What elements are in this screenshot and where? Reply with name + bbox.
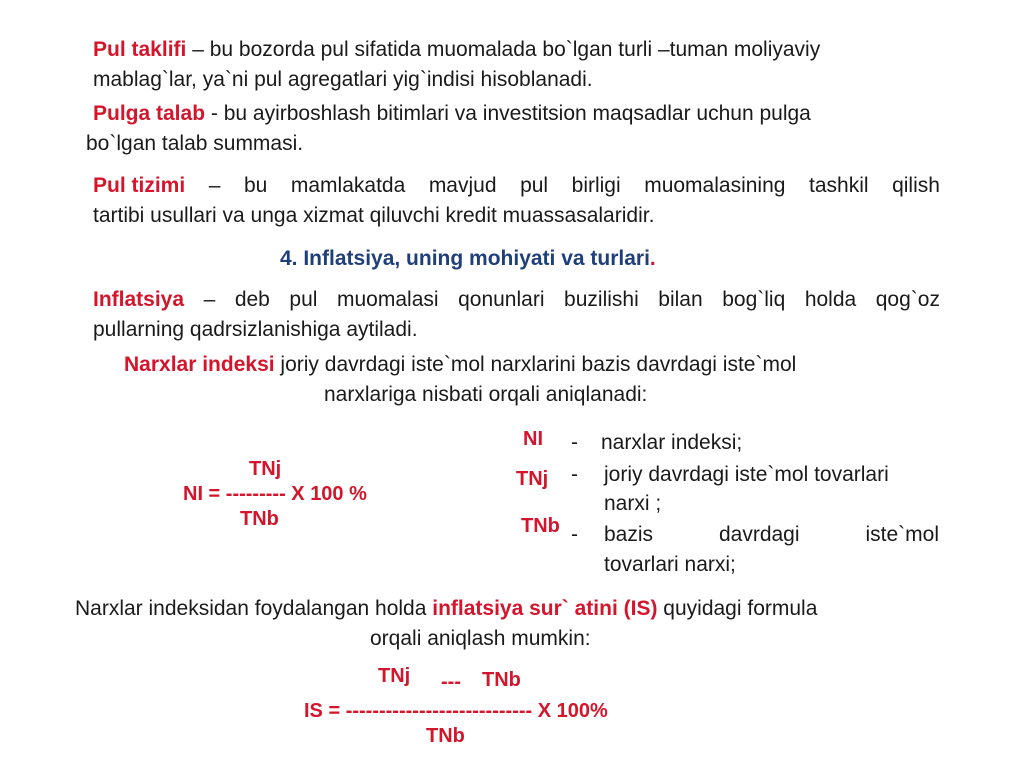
inflatsiya-word: pul bbox=[289, 288, 318, 311]
pul-tizimi-word: birligi bbox=[571, 174, 621, 197]
legend-symbol-tnj: TNj bbox=[516, 468, 549, 490]
section-heading-dot: . bbox=[649, 247, 656, 270]
pul-tizimi-word: tashkil bbox=[809, 174, 869, 197]
inflatsiya-term: Inflatsiya bbox=[93, 288, 185, 311]
pul-tizimi-word: – bbox=[208, 174, 221, 197]
legend-symbol-tnb: TNb bbox=[521, 515, 560, 537]
inflatsiya-line1 bbox=[93, 287, 940, 313]
pul-taklifi-line2: mablag`lar, ya`ni pul agregatlari yig`indisi hisoblanadi. bbox=[93, 68, 593, 91]
formula1-main: NI = --------- X 100 % bbox=[183, 483, 367, 505]
inflatsiya-word: bog`liq bbox=[722, 288, 786, 311]
inflatsiya-word: bilan bbox=[658, 288, 703, 311]
inflatsiya-word: holda bbox=[804, 288, 857, 311]
inflatsiya-word: qog`oz bbox=[875, 288, 940, 311]
legend-item-tnj-line1: joriy davrdagi iste`mol tovarlari bbox=[604, 463, 889, 486]
narxlar-indeksi-line2: narxlariga nisbati orqali aniqlanadi: bbox=[324, 383, 648, 406]
legend-item-tnb-word: bazis bbox=[604, 523, 654, 546]
pulga-talab-line1 bbox=[93, 101, 811, 127]
pul-tizimi-word: pul bbox=[520, 174, 549, 197]
pulga-talab-definition: - bu ayirboshlash bitimlari va investitsion maqsadlar uchun pulga bbox=[205, 102, 811, 125]
legend-item-tnb-line2: tovarlari narxi; bbox=[604, 553, 736, 576]
pul-taklifi-definition: – bu bozorda pul sifatida muomalada bo`lgan turli –tuman moliyaviy bbox=[186, 38, 821, 61]
formula2-numerator-tnj: TNj bbox=[378, 665, 411, 687]
inflatsiya-word: – bbox=[203, 288, 216, 311]
formula2-numerator-minus: --- bbox=[441, 671, 461, 693]
narxlar-indeksi-line1 bbox=[124, 352, 796, 378]
formula1-numerator: TNj bbox=[249, 458, 282, 480]
legend-symbol-ni: NI bbox=[523, 428, 543, 450]
narxlar-indeksi-term: Narxlar indeksi bbox=[124, 353, 275, 376]
inflatsiya-surati-before: Narxlar indeksidan foydalangan holda bbox=[75, 597, 433, 620]
legend-item-tnb-word: iste`mol bbox=[865, 523, 939, 546]
legend-dash: - bbox=[571, 463, 578, 486]
formula2-denominator: TNb bbox=[426, 725, 465, 747]
inflatsiya-word: deb bbox=[234, 288, 270, 311]
pul-taklifi-term: Pul taklifi bbox=[93, 38, 187, 61]
inflatsiya-word: muomalasi bbox=[337, 288, 439, 311]
inflatsiya-line2: pullarning qadrsizlanishiga aytiladi. bbox=[93, 318, 418, 341]
pul-tizimi-word: mavjud bbox=[428, 174, 497, 197]
pul-tizimi-line1 bbox=[93, 173, 940, 199]
inflatsiya-surati-term: inflatsiya sur` atini (IS) bbox=[432, 597, 658, 620]
pul-tizimi-word: qilish bbox=[892, 174, 940, 197]
inflatsiya-surati-after: quyidagi formula bbox=[657, 597, 818, 620]
pul-tizimi-word: muomalasining bbox=[644, 174, 786, 197]
pul-tizimi-line2: tartibi usullari va unga xizmat qiluvchi kredit muassasalaridir. bbox=[93, 204, 655, 227]
inflatsiya-word: qonunlari bbox=[458, 288, 545, 311]
pul-tizimi-word: mamlakatda bbox=[290, 174, 406, 197]
formula1-denominator: TNb bbox=[240, 508, 279, 530]
formula2-main: IS = ---------------------------- X 100% bbox=[304, 700, 608, 722]
pul-tizimi-word: bu bbox=[243, 174, 268, 197]
inflatsiya-surati-line1 bbox=[75, 596, 817, 622]
narxlar-indeksi-definition: joriy davrdagi iste`mol narxlarini bazis davrdagi iste`mol bbox=[274, 353, 797, 376]
legend-item-tnb-line1 bbox=[604, 522, 939, 548]
inflatsiya-surati-line2: orqali aniqlash mumkin: bbox=[370, 627, 591, 650]
section-heading-text: 4. Inflatsiya, uning mohiyati va turlari bbox=[280, 247, 650, 270]
legend-dash: - bbox=[571, 523, 578, 546]
legend-item-ni: narxlar indeksi; bbox=[601, 431, 743, 454]
legend-dash: - bbox=[571, 431, 578, 454]
section-heading bbox=[280, 246, 656, 272]
pul-taklifi-line1 bbox=[93, 37, 820, 63]
pulga-talab-term: Pulga talab bbox=[93, 102, 206, 125]
pulga-talab-line2: bo`lgan talab summasi. bbox=[86, 132, 304, 155]
legend-item-tnb-word: davrdagi bbox=[718, 523, 800, 546]
pul-tizimi-term: Pul tizimi bbox=[93, 174, 186, 197]
legend-item-tnj-line2: narxi ; bbox=[604, 492, 662, 515]
inflatsiya-word: buzilishi bbox=[564, 288, 639, 311]
formula2-numerator-tnb: TNb bbox=[482, 669, 521, 691]
